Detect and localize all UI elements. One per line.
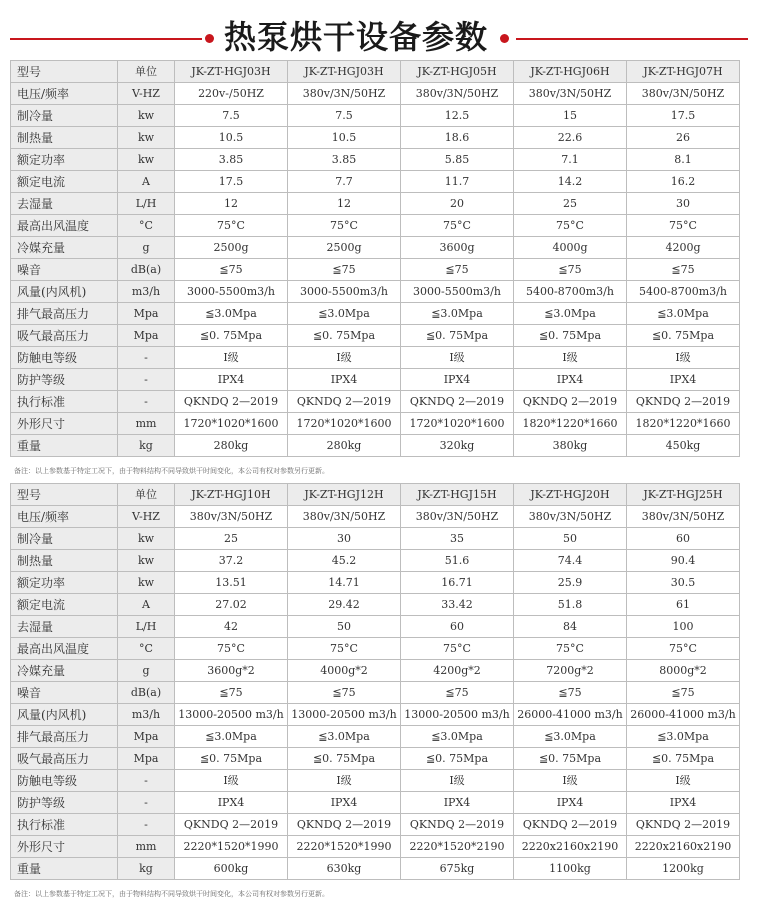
value-cell: 16.2 bbox=[627, 171, 740, 193]
value-cell: ≦75 bbox=[627, 259, 740, 281]
value-cell: 84 bbox=[514, 616, 627, 638]
param-name-cell: 吸气最高压力 bbox=[11, 325, 118, 347]
param-name-cell: 执行标准 bbox=[11, 814, 118, 836]
param-name-cell: 额定功率 bbox=[11, 149, 118, 171]
value-cell: 100 bbox=[627, 616, 740, 638]
table-row bbox=[11, 303, 740, 325]
value-cell: 2220*1520*1990 bbox=[288, 836, 401, 858]
value-cell: 75°C bbox=[175, 215, 288, 237]
unit-cell: - bbox=[118, 770, 175, 792]
unit-cell: kw bbox=[118, 572, 175, 594]
value-cell: IPX4 bbox=[514, 792, 627, 814]
table-row bbox=[11, 550, 740, 572]
value-cell: IPX4 bbox=[514, 369, 627, 391]
value-cell: ≦0. 75Mpa bbox=[627, 748, 740, 770]
param-name-cell: 去湿量 bbox=[11, 616, 118, 638]
param-name-cell: 执行标准 bbox=[11, 391, 118, 413]
value-cell: 75°C bbox=[627, 638, 740, 660]
value-cell: 29.42 bbox=[288, 594, 401, 616]
unit-cell: m3/h bbox=[118, 704, 175, 726]
value-cell: IPX4 bbox=[627, 792, 740, 814]
table-row bbox=[11, 660, 740, 682]
value-cell: 37.2 bbox=[175, 550, 288, 572]
value-cell: 75°C bbox=[627, 215, 740, 237]
unit-cell: kw bbox=[118, 149, 175, 171]
value-cell: 3000-5500m3/h bbox=[401, 281, 514, 303]
value-cell: I级 bbox=[627, 347, 740, 369]
value-cell: 8000g*2 bbox=[627, 660, 740, 682]
value-cell: ≦3.0Mpa bbox=[175, 726, 288, 748]
value-cell: ≦0. 75Mpa bbox=[401, 748, 514, 770]
value-cell: 60 bbox=[401, 616, 514, 638]
param-name-cell: 重量 bbox=[11, 858, 118, 880]
value-cell: QKNDQ 2—2019 bbox=[401, 391, 514, 413]
value-cell: 7.1 bbox=[514, 149, 627, 171]
value-cell: ≦0. 75Mpa bbox=[175, 748, 288, 770]
value-cell: 5400-8700m3/h bbox=[514, 281, 627, 303]
unit-cell: - bbox=[118, 792, 175, 814]
param-name-cell: 外形尺寸 bbox=[11, 836, 118, 858]
table-row bbox=[11, 594, 740, 616]
param-name-cell: 额定功率 bbox=[11, 572, 118, 594]
value-cell: 75°C bbox=[175, 638, 288, 660]
table-row bbox=[11, 638, 740, 660]
value-cell: 1100kg bbox=[514, 858, 627, 880]
value-cell: 13000-20500 m3/h bbox=[288, 704, 401, 726]
value-cell: 2220*1520*1990 bbox=[175, 836, 288, 858]
value-cell: IPX4 bbox=[175, 369, 288, 391]
value-cell: 33.42 bbox=[401, 594, 514, 616]
value-cell: 280kg bbox=[288, 435, 401, 457]
unit-cell: L/H bbox=[118, 193, 175, 215]
value-cell: I级 bbox=[175, 347, 288, 369]
value-cell: ≦75 bbox=[175, 259, 288, 281]
value-cell: 3000-5500m3/h bbox=[175, 281, 288, 303]
value-cell: 22.6 bbox=[514, 127, 627, 149]
header-cell-model-code: JK-ZT-HGJ12H bbox=[288, 484, 401, 506]
value-cell: 13000-20500 m3/h bbox=[401, 704, 514, 726]
value-cell: 75°C bbox=[514, 215, 627, 237]
table-row bbox=[11, 682, 740, 704]
param-name-cell: 制热量 bbox=[11, 127, 118, 149]
value-cell: 220v-/50HZ bbox=[175, 83, 288, 105]
header-cell-model: 型号 bbox=[11, 484, 118, 506]
unit-cell: Mpa bbox=[118, 303, 175, 325]
param-name-cell: 防触电等级 bbox=[11, 770, 118, 792]
value-cell: ≦3.0Mpa bbox=[514, 303, 627, 325]
param-name-cell: 电压/频率 bbox=[11, 506, 118, 528]
value-cell: 17.5 bbox=[175, 171, 288, 193]
param-name-cell: 排气最高压力 bbox=[11, 726, 118, 748]
value-cell: ≦3.0Mpa bbox=[401, 303, 514, 325]
value-cell: IPX4 bbox=[288, 369, 401, 391]
value-cell: 8.1 bbox=[627, 149, 740, 171]
table-row bbox=[11, 792, 740, 814]
header-cell-model-code: JK-ZT-HGJ20H bbox=[514, 484, 627, 506]
table-row bbox=[11, 171, 740, 193]
value-cell: QKNDQ 2—2019 bbox=[514, 814, 627, 836]
value-cell: 15 bbox=[514, 105, 627, 127]
value-cell: 380v/3N/50HZ bbox=[401, 506, 514, 528]
unit-cell: kw bbox=[118, 105, 175, 127]
value-cell: 14.71 bbox=[288, 572, 401, 594]
value-cell: I级 bbox=[401, 770, 514, 792]
header-cell-model-code: JK-ZT-HGJ07H bbox=[627, 61, 740, 83]
value-cell: 61 bbox=[627, 594, 740, 616]
unit-cell: - bbox=[118, 347, 175, 369]
param-name-cell: 冷媒充量 bbox=[11, 237, 118, 259]
table-row bbox=[11, 616, 740, 638]
table-row bbox=[11, 215, 740, 237]
table-row bbox=[11, 325, 740, 347]
unit-cell: kg bbox=[118, 435, 175, 457]
value-cell: 50 bbox=[288, 616, 401, 638]
table-row bbox=[11, 836, 740, 858]
value-cell: 450kg bbox=[627, 435, 740, 457]
value-cell: 1720*1020*1600 bbox=[288, 413, 401, 435]
param-name-cell: 防触电等级 bbox=[11, 347, 118, 369]
value-cell: 45.2 bbox=[288, 550, 401, 572]
value-cell: 1720*1020*1600 bbox=[175, 413, 288, 435]
header-cell-model-code: JK-ZT-HGJ03H bbox=[175, 61, 288, 83]
table-row bbox=[11, 572, 740, 594]
value-cell: QKNDQ 2—2019 bbox=[175, 391, 288, 413]
value-cell: ≦3.0Mpa bbox=[514, 726, 627, 748]
header-cell-unit: 单位 bbox=[118, 61, 175, 83]
value-cell: 3600g bbox=[401, 237, 514, 259]
value-cell: ≦75 bbox=[514, 259, 627, 281]
table-row bbox=[11, 435, 740, 457]
value-cell: 380v/3N/50HZ bbox=[288, 83, 401, 105]
param-name-cell: 防护等级 bbox=[11, 369, 118, 391]
value-cell: 3600g*2 bbox=[175, 660, 288, 682]
value-cell: 10.5 bbox=[175, 127, 288, 149]
value-cell: IPX4 bbox=[175, 792, 288, 814]
value-cell: 25 bbox=[514, 193, 627, 215]
table-row bbox=[11, 347, 740, 369]
value-cell: 1820*1220*1660 bbox=[627, 413, 740, 435]
value-cell: ≦75 bbox=[401, 682, 514, 704]
value-cell: IPX4 bbox=[401, 792, 514, 814]
value-cell: QKNDQ 2—2019 bbox=[288, 814, 401, 836]
value-cell: 7.5 bbox=[175, 105, 288, 127]
value-cell: 75°C bbox=[401, 215, 514, 237]
table-row bbox=[11, 149, 740, 171]
value-cell: 30.5 bbox=[627, 572, 740, 594]
value-cell: 4200g*2 bbox=[401, 660, 514, 682]
value-cell: 5400-8700m3/h bbox=[627, 281, 740, 303]
unit-cell: dB(a) bbox=[118, 259, 175, 281]
value-cell: ≦0. 75Mpa bbox=[514, 748, 627, 770]
table-row bbox=[11, 858, 740, 880]
table-row bbox=[11, 369, 740, 391]
unit-cell: Mpa bbox=[118, 726, 175, 748]
value-cell: 320kg bbox=[401, 435, 514, 457]
param-name-cell: 防护等级 bbox=[11, 792, 118, 814]
value-cell: 380v/3N/50HZ bbox=[627, 83, 740, 105]
value-cell: ≦3.0Mpa bbox=[627, 303, 740, 325]
header-cell-model: 型号 bbox=[11, 61, 118, 83]
value-cell: 16.71 bbox=[401, 572, 514, 594]
value-cell: QKNDQ 2—2019 bbox=[514, 391, 627, 413]
value-cell: ≦75 bbox=[401, 259, 514, 281]
value-cell: 75°C bbox=[288, 215, 401, 237]
value-cell: 42 bbox=[175, 616, 288, 638]
value-cell: 90.4 bbox=[627, 550, 740, 572]
value-cell: ≦0. 75Mpa bbox=[627, 325, 740, 347]
table-row bbox=[11, 413, 740, 435]
value-cell: 2500g bbox=[288, 237, 401, 259]
value-cell: 3.85 bbox=[288, 149, 401, 171]
value-cell: I级 bbox=[288, 770, 401, 792]
header-cell-model-code: JK-ZT-HGJ10H bbox=[175, 484, 288, 506]
value-cell: 7.7 bbox=[288, 171, 401, 193]
value-cell: 7200g*2 bbox=[514, 660, 627, 682]
param-name-cell: 噪音 bbox=[11, 259, 118, 281]
header-cell-model-code: JK-ZT-HGJ03H bbox=[288, 61, 401, 83]
table-row bbox=[11, 814, 740, 836]
page-title: 热泵烘干设备参数 bbox=[223, 18, 488, 56]
value-cell: 3000-5500m3/h bbox=[288, 281, 401, 303]
value-cell: 17.5 bbox=[627, 105, 740, 127]
unit-cell: L/H bbox=[118, 616, 175, 638]
value-cell: 13000-20500 m3/h bbox=[175, 704, 288, 726]
table-row bbox=[11, 193, 740, 215]
unit-cell: kw bbox=[118, 550, 175, 572]
param-name-cell: 吸气最高压力 bbox=[11, 748, 118, 770]
unit-cell: Mpa bbox=[118, 325, 175, 347]
value-cell: QKNDQ 2—2019 bbox=[175, 814, 288, 836]
unit-cell: V-HZ bbox=[118, 83, 175, 105]
value-cell: 27.02 bbox=[175, 594, 288, 616]
table-1-note: 备注：以上参数基于特定工况下，由于物料结构不同导致烘干时间变化，本公司有权对参数另行更新。 bbox=[14, 467, 329, 475]
value-cell: 30 bbox=[627, 193, 740, 215]
value-cell: 380v/3N/50HZ bbox=[401, 83, 514, 105]
value-cell: 26 bbox=[627, 127, 740, 149]
value-cell: 675kg bbox=[401, 858, 514, 880]
value-cell: 12 bbox=[175, 193, 288, 215]
value-cell: 12 bbox=[288, 193, 401, 215]
unit-cell: m3/h bbox=[118, 281, 175, 303]
table-header-row bbox=[11, 484, 740, 506]
value-cell: 51.6 bbox=[401, 550, 514, 572]
spec-table-2 bbox=[10, 483, 740, 880]
value-cell: ≦3.0Mpa bbox=[627, 726, 740, 748]
unit-cell: mm bbox=[118, 413, 175, 435]
value-cell: IPX4 bbox=[288, 792, 401, 814]
param-name-cell: 排气最高压力 bbox=[11, 303, 118, 325]
value-cell: IPX4 bbox=[401, 369, 514, 391]
value-cell: ≦75 bbox=[514, 682, 627, 704]
page-header bbox=[0, 0, 760, 56]
param-name-cell: 额定电流 bbox=[11, 171, 118, 193]
spec-table-1 bbox=[10, 60, 740, 457]
value-cell: 4000g*2 bbox=[288, 660, 401, 682]
value-cell: I级 bbox=[514, 347, 627, 369]
value-cell: 4200g bbox=[627, 237, 740, 259]
table-row bbox=[11, 726, 740, 748]
unit-cell: kw bbox=[118, 127, 175, 149]
value-cell: 380v/3N/50HZ bbox=[627, 506, 740, 528]
value-cell: 630kg bbox=[288, 858, 401, 880]
value-cell: 2220x2160x2190 bbox=[627, 836, 740, 858]
param-name-cell: 电压/频率 bbox=[11, 83, 118, 105]
value-cell: 30 bbox=[288, 528, 401, 550]
value-cell: QKNDQ 2—2019 bbox=[288, 391, 401, 413]
header-cell-unit: 单位 bbox=[118, 484, 175, 506]
value-cell: 4000g bbox=[514, 237, 627, 259]
value-cell: 26000-41000 m3/h bbox=[627, 704, 740, 726]
value-cell: ≦0. 75Mpa bbox=[288, 325, 401, 347]
value-cell: 75°C bbox=[288, 638, 401, 660]
value-cell: 380v/3N/50HZ bbox=[514, 506, 627, 528]
param-name-cell: 制冷量 bbox=[11, 528, 118, 550]
header-right-dot bbox=[500, 34, 509, 43]
value-cell: 26000-41000 m3/h bbox=[514, 704, 627, 726]
param-name-cell: 制冷量 bbox=[11, 105, 118, 127]
value-cell: 25 bbox=[175, 528, 288, 550]
unit-cell: - bbox=[118, 369, 175, 391]
param-name-cell: 最高出风温度 bbox=[11, 215, 118, 237]
unit-cell: - bbox=[118, 391, 175, 413]
table-row bbox=[11, 83, 740, 105]
table-row bbox=[11, 391, 740, 413]
value-cell: 74.4 bbox=[514, 550, 627, 572]
table-row bbox=[11, 281, 740, 303]
param-name-cell: 冷媒充量 bbox=[11, 660, 118, 682]
table-row bbox=[11, 506, 740, 528]
value-cell: 1720*1020*1600 bbox=[401, 413, 514, 435]
value-cell: 1200kg bbox=[627, 858, 740, 880]
value-cell: I级 bbox=[514, 770, 627, 792]
value-cell: ≦3.0Mpa bbox=[401, 726, 514, 748]
value-cell: ≦0. 75Mpa bbox=[514, 325, 627, 347]
value-cell: ≦75 bbox=[288, 259, 401, 281]
unit-cell: g bbox=[118, 660, 175, 682]
value-cell: I级 bbox=[175, 770, 288, 792]
table-row bbox=[11, 704, 740, 726]
param-name-cell: 风量(内风机) bbox=[11, 704, 118, 726]
value-cell: 1820*1220*1660 bbox=[514, 413, 627, 435]
param-name-cell: 最高出风温度 bbox=[11, 638, 118, 660]
value-cell: 2500g bbox=[175, 237, 288, 259]
value-cell: 60 bbox=[627, 528, 740, 550]
header-cell-model-code: JK-ZT-HGJ15H bbox=[401, 484, 514, 506]
value-cell: 2220*1520*2190 bbox=[401, 836, 514, 858]
table-2-note: 备注：以上参数基于特定工况下，由于物料结构不同导致烘干时间变化，本公司有权对参数另行更新。 bbox=[14, 890, 329, 898]
unit-cell: g bbox=[118, 237, 175, 259]
param-name-cell: 制热量 bbox=[11, 550, 118, 572]
param-name-cell: 额定电流 bbox=[11, 594, 118, 616]
value-cell: ≦75 bbox=[175, 682, 288, 704]
table-row bbox=[11, 770, 740, 792]
value-cell: ≦3.0Mpa bbox=[175, 303, 288, 325]
table-row bbox=[11, 528, 740, 550]
table-row bbox=[11, 105, 740, 127]
value-cell: ≦75 bbox=[288, 682, 401, 704]
value-cell: ≦3.0Mpa bbox=[288, 726, 401, 748]
value-cell: ≦0. 75Mpa bbox=[288, 748, 401, 770]
value-cell: IPX4 bbox=[627, 369, 740, 391]
value-cell: 380v/3N/50HZ bbox=[288, 506, 401, 528]
value-cell: 14.2 bbox=[514, 171, 627, 193]
param-name-cell: 重量 bbox=[11, 435, 118, 457]
value-cell: 7.5 bbox=[288, 105, 401, 127]
value-cell: I级 bbox=[401, 347, 514, 369]
value-cell: 600kg bbox=[175, 858, 288, 880]
table-row bbox=[11, 237, 740, 259]
value-cell: ≦0. 75Mpa bbox=[175, 325, 288, 347]
param-name-cell: 风量(内风机) bbox=[11, 281, 118, 303]
value-cell: 20 bbox=[401, 193, 514, 215]
value-cell: 3.85 bbox=[175, 149, 288, 171]
value-cell: 380v/3N/50HZ bbox=[175, 506, 288, 528]
unit-cell: A bbox=[118, 171, 175, 193]
table-row bbox=[11, 127, 740, 149]
header-left-line bbox=[10, 38, 202, 40]
value-cell: I级 bbox=[627, 770, 740, 792]
header-cell-model-code: JK-ZT-HGJ25H bbox=[627, 484, 740, 506]
unit-cell: mm bbox=[118, 836, 175, 858]
unit-cell: °C bbox=[118, 638, 175, 660]
value-cell: 10.5 bbox=[288, 127, 401, 149]
value-cell: I级 bbox=[288, 347, 401, 369]
value-cell: 25.9 bbox=[514, 572, 627, 594]
value-cell: ≦0. 75Mpa bbox=[401, 325, 514, 347]
unit-cell: kg bbox=[118, 858, 175, 880]
value-cell: ≦75 bbox=[627, 682, 740, 704]
unit-cell: A bbox=[118, 594, 175, 616]
unit-cell: dB(a) bbox=[118, 682, 175, 704]
value-cell: QKNDQ 2—2019 bbox=[627, 391, 740, 413]
value-cell: 35 bbox=[401, 528, 514, 550]
value-cell: 2220x2160x2190 bbox=[514, 836, 627, 858]
param-name-cell: 噪音 bbox=[11, 682, 118, 704]
value-cell: 12.5 bbox=[401, 105, 514, 127]
unit-cell: Mpa bbox=[118, 748, 175, 770]
value-cell: 75°C bbox=[401, 638, 514, 660]
value-cell: 11.7 bbox=[401, 171, 514, 193]
unit-cell: - bbox=[118, 814, 175, 836]
header-cell-model-code: JK-ZT-HGJ05H bbox=[401, 61, 514, 83]
value-cell: 18.6 bbox=[401, 127, 514, 149]
table-row bbox=[11, 748, 740, 770]
header-cell-model-code: JK-ZT-HGJ06H bbox=[514, 61, 627, 83]
value-cell: QKNDQ 2—2019 bbox=[401, 814, 514, 836]
value-cell: 51.8 bbox=[514, 594, 627, 616]
param-name-cell: 去湿量 bbox=[11, 193, 118, 215]
value-cell: 5.85 bbox=[401, 149, 514, 171]
unit-cell: V-HZ bbox=[118, 506, 175, 528]
param-name-cell: 外形尺寸 bbox=[11, 413, 118, 435]
value-cell: 75°C bbox=[514, 638, 627, 660]
value-cell: 380v/3N/50HZ bbox=[514, 83, 627, 105]
value-cell: QKNDQ 2—2019 bbox=[627, 814, 740, 836]
table-header-row bbox=[11, 61, 740, 83]
unit-cell: °C bbox=[118, 215, 175, 237]
value-cell: 13.51 bbox=[175, 572, 288, 594]
value-cell: 50 bbox=[514, 528, 627, 550]
header-right-line bbox=[516, 38, 748, 40]
header-left-dot bbox=[205, 34, 214, 43]
value-cell: 280kg bbox=[175, 435, 288, 457]
value-cell: 380kg bbox=[514, 435, 627, 457]
unit-cell: kw bbox=[118, 528, 175, 550]
value-cell: ≦3.0Mpa bbox=[288, 303, 401, 325]
table-row bbox=[11, 259, 740, 281]
